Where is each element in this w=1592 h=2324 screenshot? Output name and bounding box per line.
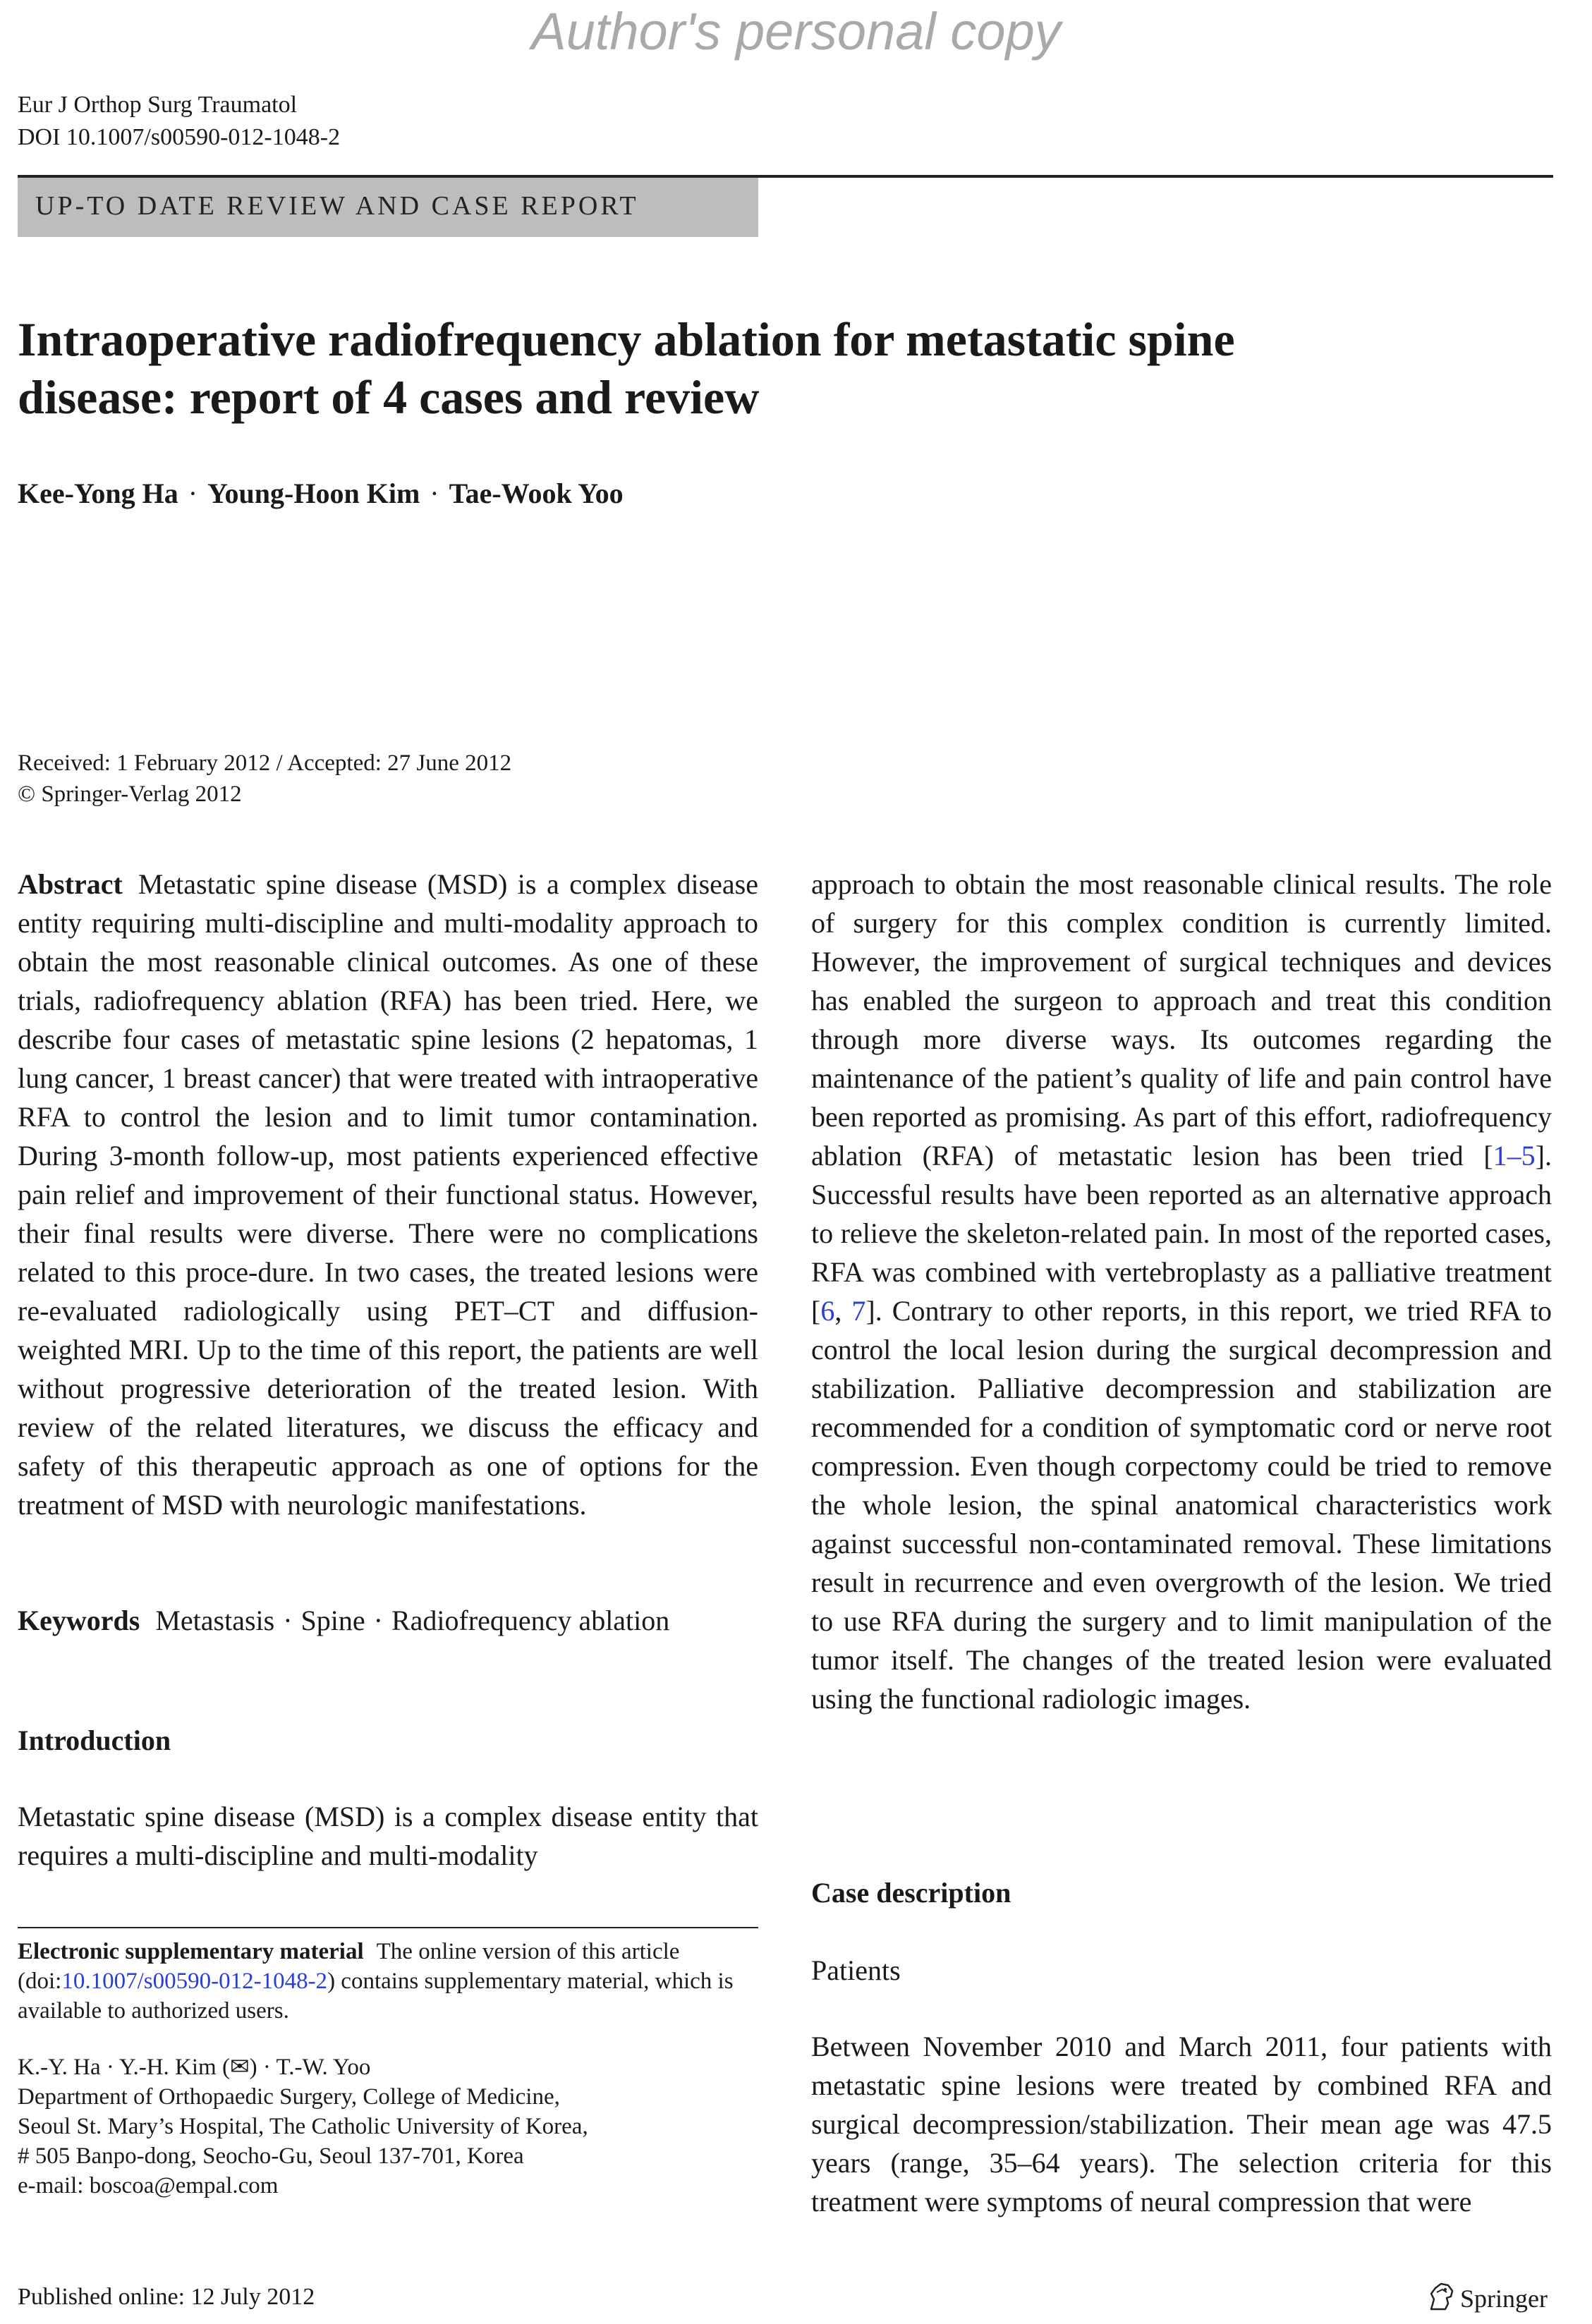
title-line-2: disease: report of 4 cases and review bbox=[18, 370, 760, 424]
journal-header bbox=[18, 89, 340, 154]
author-separator: · bbox=[188, 477, 198, 509]
springer-horse-icon bbox=[1427, 2281, 1457, 2312]
abstract bbox=[18, 865, 758, 1524]
article-title bbox=[18, 310, 1499, 426]
abstract-label: Abstract bbox=[18, 868, 123, 900]
title-line-1: Intraoperative radiofrequency ablation for metastatic spine bbox=[18, 312, 1235, 366]
affiliation-authors: K.-Y. Ha · Y.-H. Kim (✉) · T.-W. Yoo bbox=[18, 2055, 371, 2080]
author-separator: · bbox=[430, 477, 439, 509]
affiliation-line: Seoul St. Mary’s Hospital, The Catholic University of Korea, bbox=[18, 2114, 588, 2139]
citation-link[interactable]: 7 bbox=[851, 1295, 866, 1327]
watermark: Author's personal copy bbox=[531, 2, 1061, 61]
keyword: Spine bbox=[300, 1605, 365, 1636]
keywords bbox=[18, 1601, 758, 1640]
affiliation-line: # 505 Banpo-dong, Seocho-Gu, Seoul 137-701, Korea bbox=[18, 2143, 524, 2169]
article-dates bbox=[18, 748, 511, 810]
doi-link[interactable]: 10.1007/s00590-012-1048-2 bbox=[61, 1969, 328, 1994]
citation-link[interactable]: 1 bbox=[1493, 1140, 1507, 1172]
keywords-label: Keywords bbox=[18, 1605, 140, 1636]
author-name: Young-Hoon Kim bbox=[207, 477, 420, 509]
supplementary-note: Electronic supplementary material The online version of this article (doi:10.1007/s00590-012-1048-2) contains supplementary material, which is available to authorized users. bbox=[18, 1939, 734, 2024]
citation-link[interactable]: 5 bbox=[1521, 1140, 1536, 1172]
case-description-heading: Case description bbox=[811, 1877, 1011, 1909]
keyword-separator: · bbox=[373, 1605, 383, 1636]
author-name: Kee-Yong Ha bbox=[18, 477, 178, 509]
keyword: Radiofrequency ablation bbox=[391, 1605, 670, 1636]
keyword-separator: · bbox=[283, 1605, 293, 1636]
publisher-name: Springer bbox=[1460, 2285, 1548, 2313]
affiliation-line: Department of Orthopaedic Surgery, College of Medicine, bbox=[18, 2084, 560, 2110]
patients-subheading: Patients bbox=[811, 1954, 901, 1986]
email[interactable]: e-mail: boscoa@empal.com bbox=[18, 2173, 279, 2198]
keyword: Metastasis bbox=[155, 1605, 275, 1636]
mail-icon: ✉ bbox=[229, 2055, 250, 2080]
citation-link[interactable]: 6 bbox=[820, 1295, 835, 1327]
article-type-label: UP-TO DATE REVIEW AND CASE REPORT bbox=[35, 191, 639, 221]
introduction-text-left: Metastatic spine disease (MSD) is a complex disease entity that requires a multi-discipline and multi-modality bbox=[18, 1801, 758, 1871]
patients-text: Between November 2010 and March 2011, four patients with metastatic spine lesions were treated by combined RFA and surgical decompression/stabilization. Their mean age was 47.5 years (range, 35–64 years). The selection criteria for this treatment were symptoms of neural compression that were bbox=[811, 2031, 1552, 2217]
copyright: © Springer-Verlag 2012 bbox=[18, 781, 242, 807]
author-name: Tae-Wook Yoo bbox=[449, 477, 624, 509]
received-accepted: Received: 1 February 2012 / Accepted: 27 June 2012 bbox=[18, 750, 512, 776]
esm-label: Electronic supplementary material bbox=[18, 1939, 364, 1964]
article-type-banner bbox=[18, 178, 758, 237]
published-online: Published online: 12 July 2012 bbox=[18, 2284, 315, 2310]
author-list bbox=[18, 477, 624, 510]
journal-doi: DOI 10.1007/s00590-012-1048-2 bbox=[18, 124, 341, 150]
abstract-text: Metastatic spine disease (MSD) is a complex disease entity requiring multi-discipline and multi-modality approach to obtain the most reasonable clinical outcomes. As one of these trials, radiofrequency ablation (RFA) has been tried. Here, we describe four cases of metastatic spine lesions (2 hepatomas, 1 lung cancer, 1 breast cancer) that were treated with intraoperative RFA to control the lesion and to limit tumor contamination. During 3-month follow-up, most patients experienced effective pain relief and improvement of their functional status. However, their final results were diverse. There were no complications related to this proce-dure. In two cases, the treated lesions were re-evaluated radiologically using PET–CT and diffusion-weighted MRI. Up to the time of this report, the patients are well without progressive deterioration of the treated lesion. With review of the related literatures, we discuss the efficacy and safety of this therapeutic approach as one of options for the treatment of MSD with neurologic manifestations. bbox=[18, 868, 758, 1521]
affiliation bbox=[18, 2052, 758, 2201]
footnote-rule bbox=[18, 1927, 758, 1928]
introduction-heading: Introduction bbox=[18, 1724, 171, 1756]
journal-name: Eur J Orthop Surg Traumatol bbox=[18, 92, 298, 118]
introduction-text-right: approach to obtain the most reasonable clinical results. The role of surgery for this complex condition is currently limited. However, the improvement of surgical techniques and devices has enabled the surgeon to approach and treat this condition through more diverse ways. Its outcomes regarding the maintenance of the patient’s quality of life and pain control have been reported as promising. As part of this effort, radiofrequency ablation (RFA) of metastatic lesion has been tried [1–5]. Successful results have been reported as an alternative approach to relieve the skeleton-related pain. In most of the reported cases, RFA was combined with vertebroplasty as a palliative treatment [6, 7]. Contrary to other reports, in this report, we tried RFA to control the local lesion during the surgical decompression and stabilization. Palliative decompression and stabilization are recommended for a condition of symptomatic cord or nerve root compression. Even though corpectomy could be tried to remove the whole lesion, the spinal anatomical characteristics work against successful non-contaminated removal. These limitations result in recurrence and even overgrowth of the lesion. We tried to use RFA during the surgery and to limit manipulation of the tumor itself. The changes of the treated lesion were evaluated using the functional radiologic images. bbox=[811, 868, 1552, 1715]
